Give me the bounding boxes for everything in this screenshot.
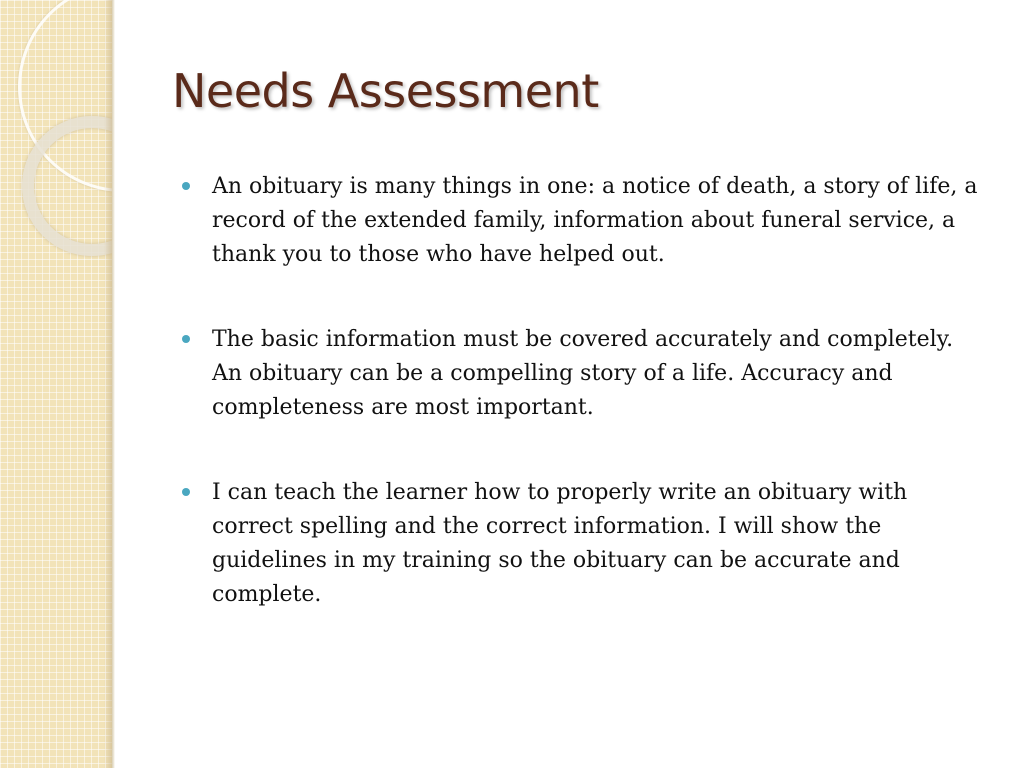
bullet-dot-icon	[182, 182, 190, 190]
panel-edge	[112, 0, 115, 768]
bullet-item-2	[178, 323, 978, 425]
slide-title: Needs Assessment	[172, 64, 599, 118]
panel-shade	[104, 0, 112, 768]
bullet-text: The basic information must be covered accurately and completely. An obituary can be a compelling story of a life. Accuracy and completeness are most important.	[212, 327, 954, 420]
decorative-side-panel	[0, 0, 112, 768]
bullet-list	[178, 170, 978, 663]
bullet-item-1	[178, 170, 978, 272]
bullet-text: An obituary is many things in one: a notice of death, a story of life, a record of the extended family, information about funeral service, a thank you to those who have helped out.	[212, 174, 978, 267]
bullet-item-3	[178, 476, 978, 612]
bullet-dot-icon	[182, 488, 190, 496]
bullet-text: I can teach the learner how to properly write an obituary with correct spelling and the correct information. I will show the guidelines in my training so the obituary can be accurate and complete.	[212, 480, 908, 607]
bullet-dot-icon	[182, 335, 190, 343]
